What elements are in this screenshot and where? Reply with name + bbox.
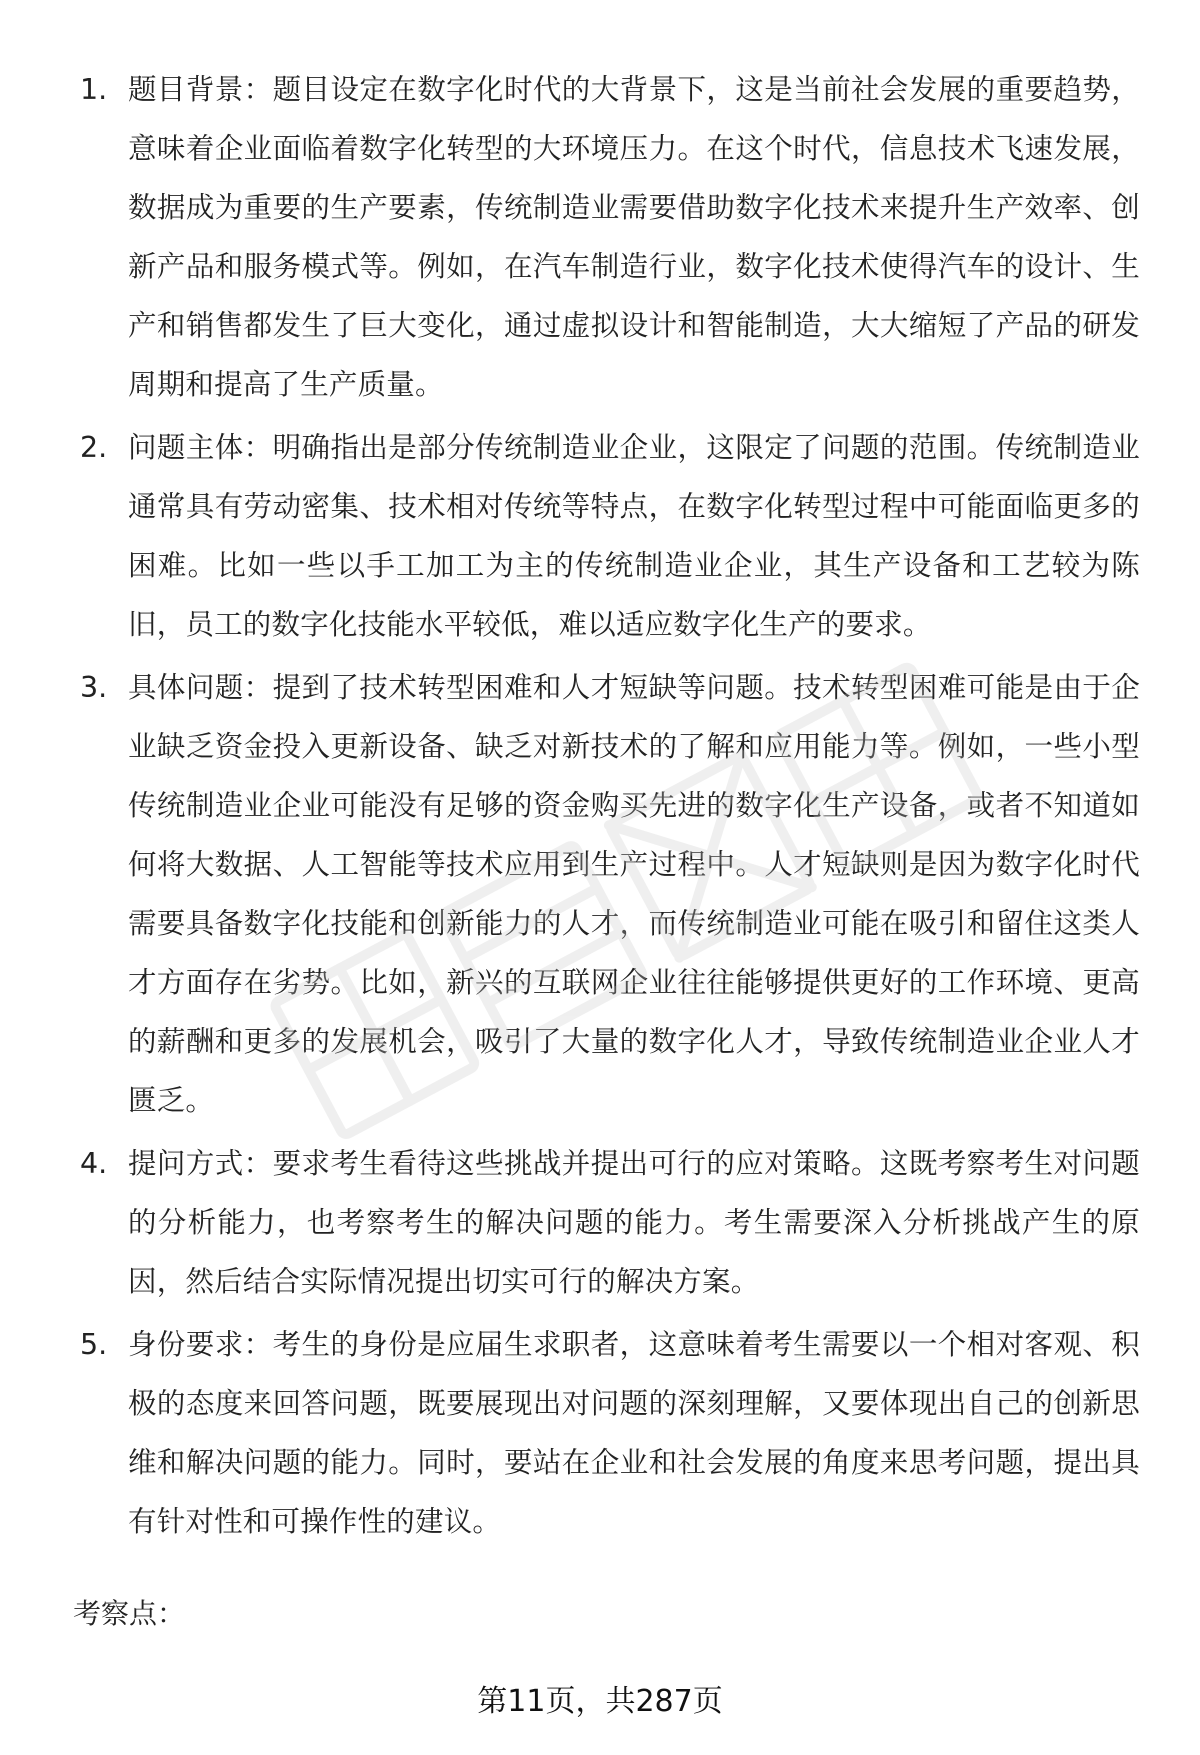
list-item	[80, 418, 1140, 654]
analysis-list	[80, 60, 1140, 1555]
list-item-text: 身份要求：考生的身份是应届生求职者，这意味着考生需要以一个相对客观、积极的态度来回答问题，既要展现出对问题的深刻理解，又要体现出自己的创新思维和解决问题的能力。同时，要站在企业和社会发展的角度来思考问题，提出具有针对性和可操作性的建议。	[128, 1328, 1140, 1538]
list-item-number: 3.	[80, 671, 108, 704]
list-item-number: 1.	[80, 73, 108, 106]
page-number-footer: 第11页，共287页	[477, 1684, 723, 1719]
list-item-number: 4.	[80, 1147, 108, 1180]
list-item-number: 2.	[80, 431, 108, 464]
list-item	[80, 1134, 1140, 1311]
section-label: 考察点：	[73, 1597, 186, 1630]
list-item-text: 题目背景：题目设定在数字化时代的大背景下，这是当前社会发展的重要趋势，意味着企业面临着数字化转型的大环境压力。在这个时代，信息技术飞速发展，数据成为重要的生产要素，传统制造业需要借助数字化技术来提升生产效率、创新产品和服务模式等。例如，在汽车制造行业，数字化技术使得汽车的设计、生产和销售都发生了巨大变化，通过虚拟设计和智能制造，大大缩短了产品的研发周期和提高了生产质量。	[128, 73, 1140, 401]
list-item-text: 具体问题：提到了技术转型困难和人才短缺等问题。技术转型困难可能是由于企业缺乏资金投入更新设备、缺乏对新技术的了解和应用能力等。例如，一些小型传统制造业企业可能没有足够的资金购买先进的数字化生产设备，或者不知道如何将大数据、人工智能等技术应用到生产过程中。人才短缺则是因为数字化时代需要具备数字化技能和创新能力的人才，而传统制造业可能在吸引和留住这类人才方面存在劣势。比如，新兴的互联网企业往往能够提供更好的工作环境、更高的薪酬和更多的发展机会，吸引了大量的数字化人才，导致传统制造业企业人才匮乏。	[128, 671, 1140, 1117]
list-item-text: 提问方式：要求考生看待这些挑战并提出可行的应对策略。这既考察考生对问题的分析能力，也考察考生的解决问题的能力。考生需要深入分析挑战产生的原因，然后结合实际情况提出切实可行的解决方案。	[128, 1147, 1140, 1298]
list-item	[80, 1315, 1140, 1551]
list-item-number: 5.	[80, 1328, 108, 1361]
list-item	[80, 658, 1140, 1130]
list-item	[80, 60, 1140, 414]
list-item-text: 问题主体：明确指出是部分传统制造业企业，这限定了问题的范围。传统制造业通常具有劳动密集、技术相对传统等特点，在数字化转型过程中可能面临更多的困难。比如一些以手工加工为主的传统制造业企业，其生产设备和工艺较为陈旧，员工的数字化技能水平较低，难以适应数字化生产的要求。	[128, 431, 1140, 641]
